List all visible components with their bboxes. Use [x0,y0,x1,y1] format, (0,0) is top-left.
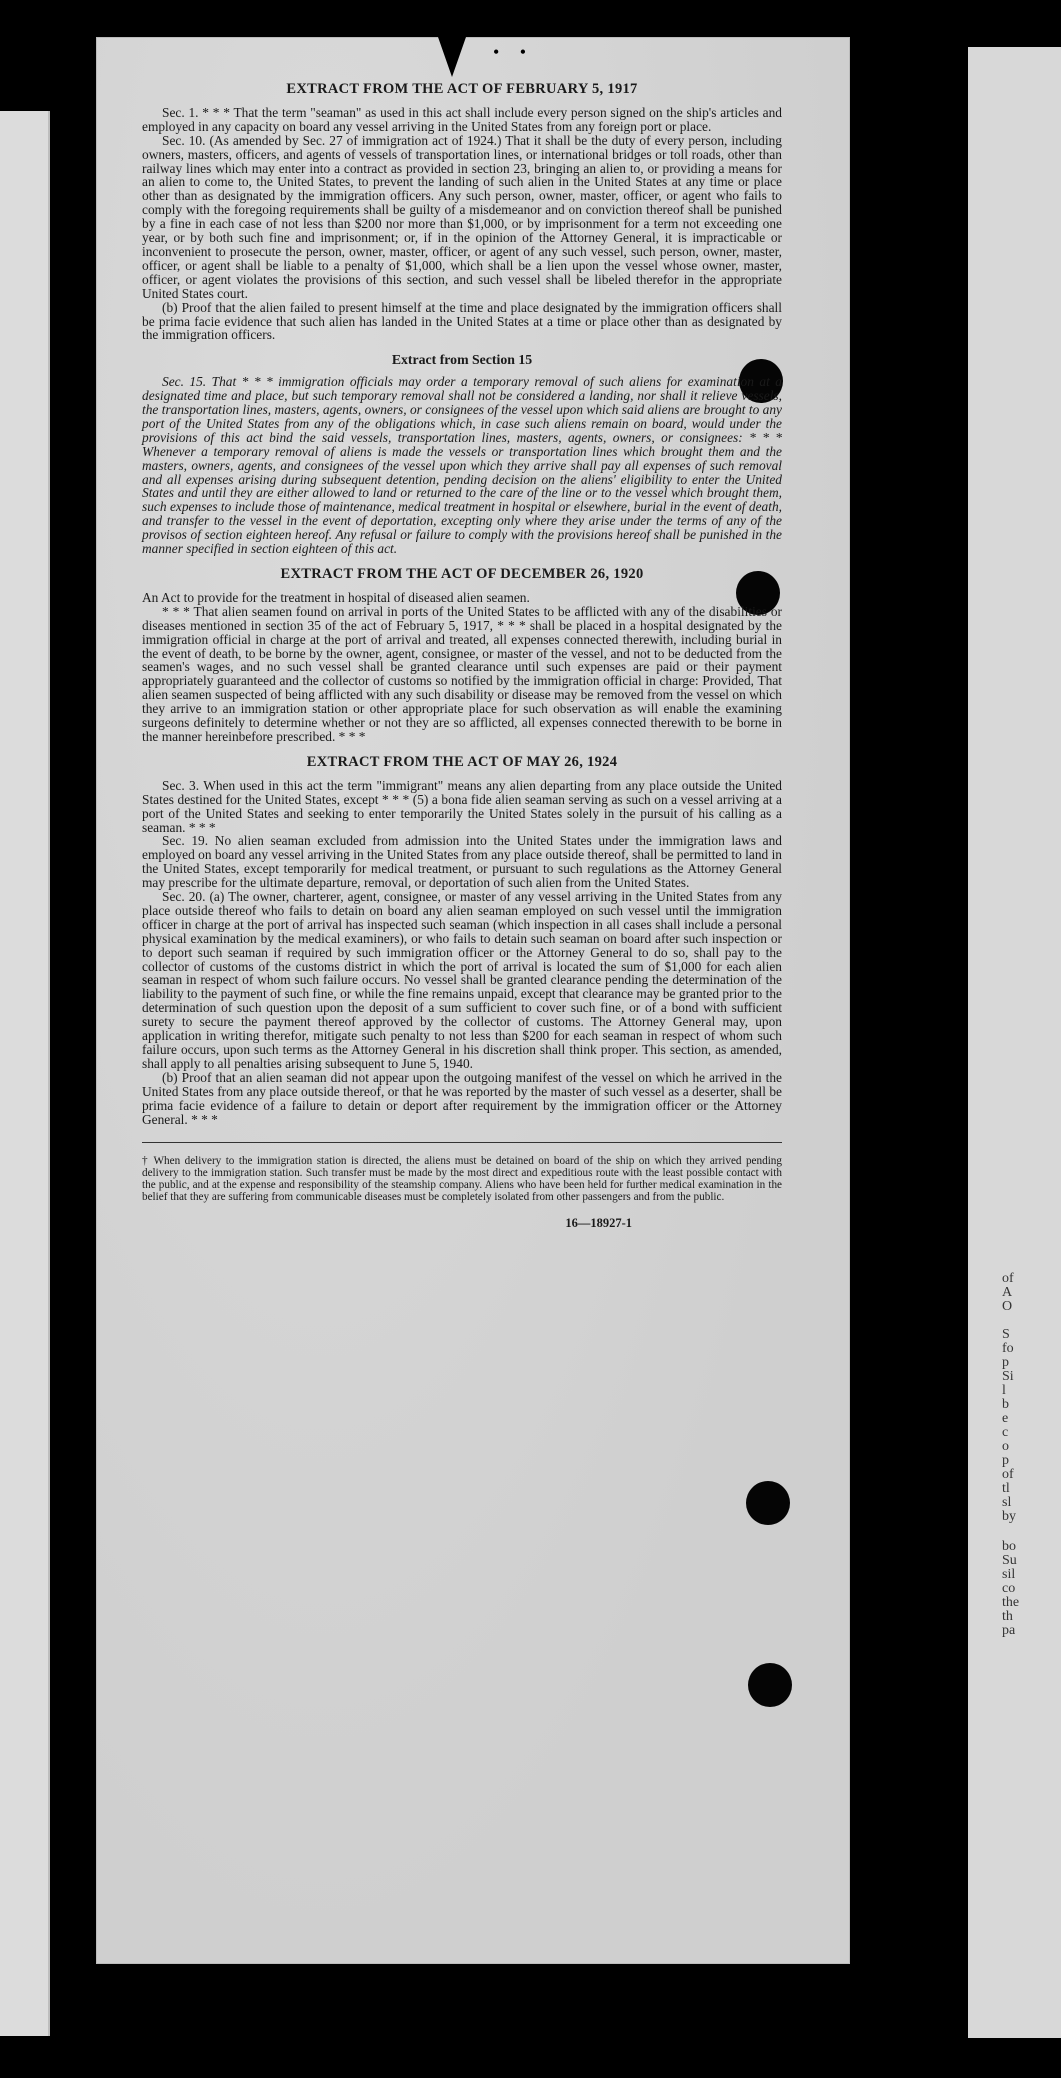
fragment-text: Si [1002,1369,1014,1384]
act-1920-body: * * * That alien seamen found on arrival in ports of the United States to be afflicted with any of the disabilities or diseases mentioned in section 35 of the act of February 5, 1917, * * * shall be placed in a hospital designated by the immigration official in charge at the port of arrival and treated, all expenses connected therewith, including burial in the event of death, to be borne by the owner, agent, consignee, or master of the vessel, and not to be deducted from the seamen's wages, and no such vessel shall be granted clearance until such expenses are paid or their payment appropriately guaranteed and the collector of customs so notified by the immigration official in charge: Provided, That alien seamen suspected of being afflicted with any such disability or disease may be removed from the vessel on which they arrive to an immigration station or other appropriate place for such observation as will enable the examining surgeons definitely to determine whether or not they are so afflicted, all expenses connected therewith to be borne in the manner hereinbefore prescribed. * * * [142,603,782,744]
section-10: Sec. 10. (As amended by Sec. 27 of immigration act of 1924.) That it shall be the duty of every person, including owners, masters, officers, and agents of vessels of transportation lines, or international bridges or toll roads, other than railway lines which may enter into a contract as provided in section 23, bringing an alien to, or providing a means for an alien to come to, the United States, to prevent the landing of such alien in the United States at any time or place other than as designated by the immigration officers. Any such person, owner, master, officer, or agent who fails to comply with the foregoing requirements shall be guilty of a misdemeanor and on conviction thereof shall be punished by a fine in each case of not less than $200 nor more than $1,000, or by imprisonment for a term not exceeding one year, or by both such fine and imprisonment; or, if in the opinion of the Attorney General, it is impracticable or inconvenient to prosecute the person, owner, master, officer, or agent of any such vessel, such person, owner, master, officer, or agent shall be liable to a penalty of $1,000, which shall be a lien upon the vessel whose owner, master, officer, or agent violates the provisions of this section, and such vessel shall be libeled therefor in the appropriate United States court. [142,132,782,301]
fragment-text: b [1002,1397,1009,1412]
section-10-b: (b) Proof that the alien failed to present himself at the time and place designated by the immigration officers shall be prima facie evidence that such alien has landed in the United States at a time or place other than as designated by the immigration officers. [142,299,782,343]
fragment-text: co [1002,1581,1016,1596]
fragment-text: th [1002,1609,1013,1624]
subheading-section-15: Extract from Section 15 [391,352,533,368]
heading-act-1920: EXTRACT FROM THE ACT OF DECEMBER 26, 1920 [280,566,644,582]
act-1920-title: An Act to provide for the treatment in hospital of diseased alien seamen. [142,589,530,605]
fragment-text: Su [1002,1553,1017,1568]
fragment-text: by [1002,1509,1016,1524]
fragment-text: O [1002,1299,1013,1314]
form-number: 16—18927-1 [565,1216,632,1231]
adjacent-page-right [968,47,1061,2038]
fragment-text: p [1002,1355,1009,1370]
section-20-b: (b) Proof that an alien seaman did not appear upon the outgoing manifest of the vessel on which he arrived in the United States from any place outside thereof, or that he was reported by the master of such vessel as a deserter, shall be prima facie evidence of a failure to detain or deport after requirement by the immigration officer or the Attorney General. * * * [142,1069,782,1127]
document-body [142,83,782,1231]
section-19: Sec. 19. No alien seaman excluded from admission into the United States under the immigration laws and employed on board any vessel arriving in the United States from any place outside thereof, shall be permitted to land in the United States, except temporarily for medical treatment, or pursuant to such regulations as the Attorney General may prescribe for the ultimate departure, removal, or deportation of such alien from the United States. [142,833,782,891]
fragment-text: l [1002,1383,1006,1398]
section-1: Sec. 1. * * * That the term "seaman" as used in this act shall include every person signed on the ship's articles and employed in any capacity on board any vessel arriving in the United States from any foreign port or place. [142,104,782,134]
fragment-text: fo [1002,1341,1014,1356]
fragment-text: A [1002,1285,1013,1300]
heading-act-1917: EXTRACT FROM THE ACT OF FEBRUARY 5, 1917 [286,81,638,97]
fragment-text: sl [1002,1495,1012,1510]
punch-hole [748,1663,792,1707]
fragment-text: of [1002,1271,1014,1286]
fragment-text: sil [1002,1567,1016,1582]
fragment-text: tl [1002,1481,1010,1496]
punch-marks: • • [493,42,535,62]
section-20-a: Sec. 20. (a) The owner, charterer, agent, consignee, or master of any vessel arriving in the United States from any place outside thereof who fails to detain on board any alien seaman employed on such vessel until the immigration officer in charge at the port of arrival has inspected such seaman (which inspection in all cases shall include a personal physical examination by the medical examiners), or who fails to detain such seaman on board after such inspection or to deport such seaman if required by such immigration officer or the Attorney General to do so, shall pay to the collector of customs of the customs district in which the port of arrival is located the sum of $1,000 for each alien seaman in respect of whom such failure occurs. No vessel shall be granted clearance pending the determination of the liability to the payment of such fine, or while the fine remains unpaid, except that clearance may be granted prior to the determination of such question upon the deposit of a sum sufficient to cover such fine, or of a bond with sufficient surety to secure the payment thereof approved by the collector of customs. The Attorney General may, upon application in writing therefor, mitigate such penalty to not less than $200 for each seaman in respect of whom such failure occurs, upon such terms as the Attorney General in his discretion shall think proper. This section, as amended, shall apply to all penalties arising subsequent to June 5, 1940. [142,889,782,1071]
footnote-divider [142,1142,782,1143]
page-tear [438,37,466,77]
footnote: † When delivery to the immigration station is directed, the aliens must be detained on board of the ship on which they arrived pending delivery to the immigration station. Such transfer must be made by the most direct and expeditious route with the least possible contact with the public, and at the expense and responsibility of the steamship company. Aliens who have been held for further medical examination in the belief that they are suffering from communicable diseases must be completely isolated from other passengers and from the public. [142,1154,782,1204]
fragment-text: the [1002,1595,1020,1610]
fragment-text: of [1002,1467,1014,1482]
fragment-text: S [1002,1327,1010,1342]
section-15: Sec. 15. That * * * immigration officials may order a temporary removal of such aliens for examination at a designated time and place, but such temporary removal shall not be considered a landing, nor shall it relieve vessels, the transportation lines, masters, agents, owners, or consignees of the vessel upon which said aliens are brought to any port of the United States from any of the obligations which, in case such aliens remain on board, would under the provisions of this act bind the said vessels, transportation lines, masters, agents, owners, or consignees: * * * Whenever a temporary removal of aliens is made the vessels or transportation lines which brought them and the masters, owners, agents, and consignees of the vessel upon which they arrive shall pay all expenses of such removal and all expenses arising during subsequent detention, pending decision on the aliens' eligibility to enter the United States and until they are either allowed to land or returned to the care of the line or to the vessel which brought them, such expenses to include those of maintenance, medical treatment in hospital or elsewhere, burial in the event of death, and transfer to the vessel in the event of deportation, excepting only where they arise under the terms of any of the provisos of section eighteen hereof. Any refusal or failure to comply with the provisions hereof shall be punished in the manner specified in section eighteen of this act. [142,374,782,557]
section-3: Sec. 3. When used in this act the term "immigrant" means any alien departing from any place outside the United States destined for the United States, except * * * (5) a bona fide alien seaman serving as such on a vessel arriving at a port of the United States and seeking to enter temporarily the United States solely in the pursuit of his calling as a seaman. * * * [142,777,782,835]
fragment-text: c [1002,1425,1009,1440]
fragment-text: p [1002,1453,1009,1468]
fragment-text: bo [1002,1539,1016,1554]
punch-hole [746,1481,790,1525]
fragment-text: o [1002,1439,1009,1454]
document-page [96,37,850,1964]
fragment-text: e [1002,1411,1009,1426]
heading-act-1924: EXTRACT FROM THE ACT OF MAY 26, 1924 [306,753,618,770]
fragment-text: pa [1002,1623,1016,1638]
adjacent-page-left [0,111,50,2036]
